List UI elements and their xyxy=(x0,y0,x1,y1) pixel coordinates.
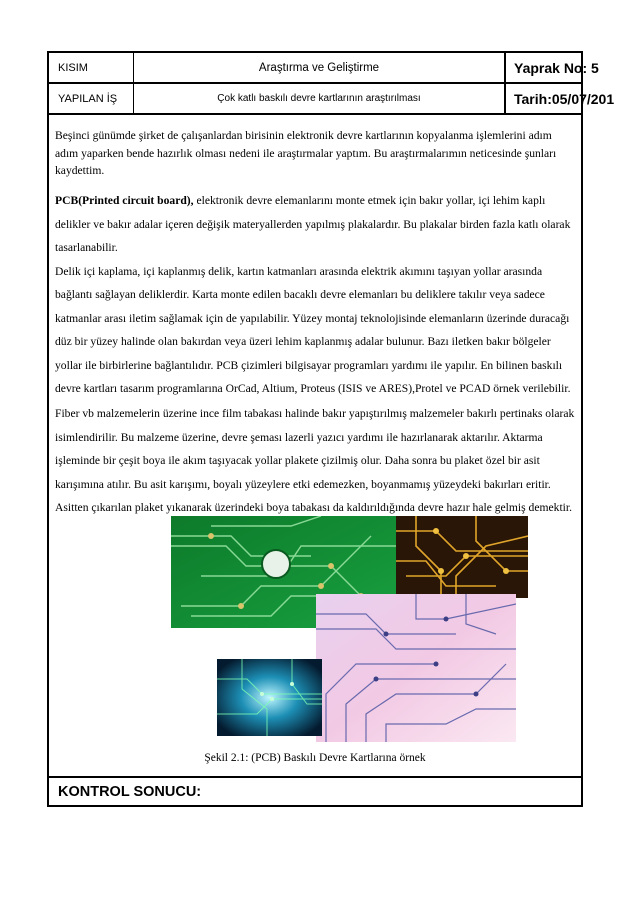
paragraph-manufacturing: Fiber vb malzemelerin üzerine ince film tabakası halinde bakır yapıştırılmış malzemeler bakırlı pertinaks olarak isimlendirilir. Bu malzeme üzerine, devre şeması lazerli yazıcı yardımı ile hazırlanarak aktarılır. Aktarma işleminde bir çeşit boya ile akım taşıyacak yollar plakete çizilmiş olur. Daha sonra bu plaket özel bir asit karışımına atılır. Bu asit karışımı, boyalı yüzeylere etki edemezken, boyanmamış yüzeydeki bakırları eritir. Asitten çıkarılan plaket yıkanarak üzerindeki boya tabakası da kaldırıldığında devre hazır hale gelmiş demektir. xyxy=(55,407,575,515)
header-row-work xyxy=(49,84,615,113)
pcb-pink-layout-image xyxy=(316,594,516,742)
page-number: Yaprak No: 5 xyxy=(514,59,599,76)
content-box xyxy=(47,115,583,776)
pcb-blue-glow-image xyxy=(217,659,322,736)
pcb-image-collage xyxy=(171,516,531,741)
pcb-definition-text: elektronik devre elemanlarını monte etmek için bakır yollar, içi lehim kaplı delikler ve bakır adalar içeren değişik materyallerden yapılmış plakalardır. Bu plakalar birden fazla katlı olarak tasarlanabilir. xyxy=(55,194,571,254)
header-row-section xyxy=(49,53,599,84)
paragraph-pcb-definition xyxy=(55,189,575,260)
paragraph-plated-holes: Delik içi kaplama, içi kaplanmış delik, kartın katmanları arasında elektrik akımını taşıyan yollar arasında bağlantı sağlayan deliklerdir. Karta monte edilen bacaklı devre elemanları bu deliklere takılır veya sadece katmanlar arası iletim sağlamak için de yapılabilir. Yüzey montaj teknolojisinde elemanların üzerinde duracağı düz bir yüzey halinde olan bakırdan veya üzeri lehim kaplanmış adalar bulunur. Bazı iletken bakır bölgeler yollar ile birbirlerine bağlantılıdır. PCB çizimleri bilgisayar programları yardımı ile yapılır. En bilinen baskılı devre kartları tasarım programlarına OrCad, Altium, Proteus (ISIS ve ARES),Protel ve PCAD örnek verilebilir. xyxy=(55,265,571,396)
work-title: Çok katlı baskılı devre kartlarının araştırılması xyxy=(134,84,506,113)
pcb-gold-board-image xyxy=(396,516,528,598)
control-result-label: KONTROL SONUCU: xyxy=(58,784,202,800)
header-table xyxy=(47,51,615,115)
pcb-term: PCB(Printed circuit board), xyxy=(55,194,194,207)
paragraph-intro: Beşinci günümde şirket de çalışanlardan birisinin elektronik devre kartlarının kopyalanma işlemlerini adım adım yaparken bende hazırlık olması nedeni ile araştırmalar yaptım. Bu araştırmalarımın neticesinde şunları kaydettim. xyxy=(55,129,557,177)
work-label: YAPILAN İŞ xyxy=(49,84,134,113)
footer-control-result xyxy=(47,776,583,807)
date: Tarih:05/07/201 xyxy=(514,90,615,107)
figure-caption: Şekil 2.1: (PCB) Baskılı Devre Kartlarına örnek xyxy=(204,752,426,764)
section-title: Araştırma ve Geliştirme xyxy=(134,53,506,82)
section-label: KISIM xyxy=(49,53,134,82)
